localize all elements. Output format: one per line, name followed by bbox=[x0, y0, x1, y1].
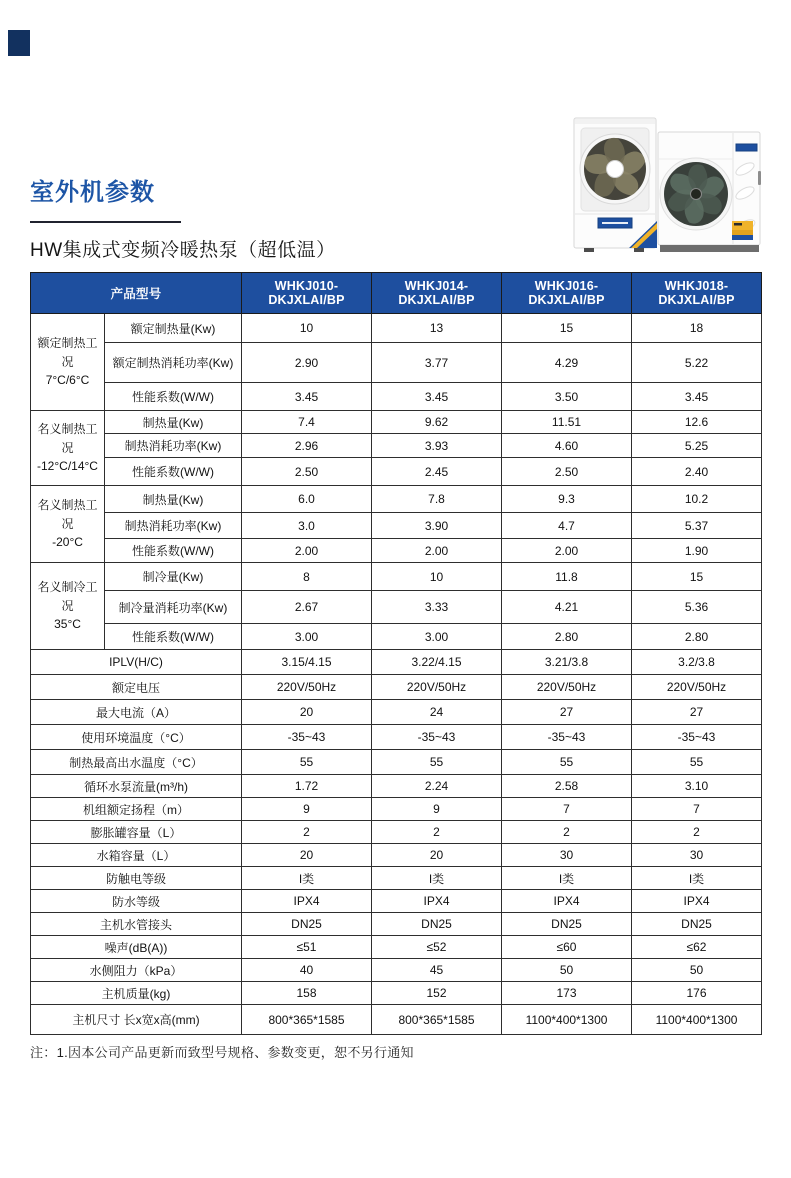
value-cell: 3.93 bbox=[372, 434, 502, 458]
page-header bbox=[30, 172, 336, 262]
value-cell: 1.90 bbox=[632, 539, 762, 563]
value-cell: 2.50 bbox=[502, 458, 632, 486]
value-cell: ≤52 bbox=[372, 936, 502, 959]
value-cell: 1100*400*1300 bbox=[632, 1005, 762, 1035]
value-cell: 20 bbox=[242, 844, 372, 867]
value-cell: 3.0 bbox=[242, 513, 372, 539]
value-cell: 2.00 bbox=[372, 539, 502, 563]
spec-label-cell: 防水等级 bbox=[31, 890, 242, 913]
spec-table-head bbox=[31, 273, 762, 314]
value-cell: 5.36 bbox=[632, 591, 762, 624]
value-cell: -35~43 bbox=[242, 725, 372, 750]
brand-badge-icon bbox=[736, 144, 757, 151]
value-cell: 3.15/4.15 bbox=[242, 650, 372, 675]
handle-icon bbox=[758, 171, 761, 185]
value-cell: 3.50 bbox=[502, 383, 632, 411]
value-cell: 6.0 bbox=[242, 486, 372, 513]
value-cell: 2.50 bbox=[242, 458, 372, 486]
spec-label-cell: 循环水泵流量(m³/h) bbox=[31, 775, 242, 798]
value-cell: 11.51 bbox=[502, 411, 632, 434]
column-header-model: WHKJ014-DKJXLAI/BP bbox=[372, 273, 502, 314]
value-cell: IPX4 bbox=[502, 890, 632, 913]
value-cell: IPX4 bbox=[242, 890, 372, 913]
footnote: 注：1.因本公司产品更新而致型号规格、参数变更，恕不另行通知 bbox=[30, 1045, 414, 1060]
column-header-model: WHKJ016-DKJXLAI/BP bbox=[502, 273, 632, 314]
value-cell: 3.21/3.8 bbox=[502, 650, 632, 675]
value-cell: 3.45 bbox=[372, 383, 502, 411]
value-cell: 5.37 bbox=[632, 513, 762, 539]
spec-label-cell: IPLV(H/C) bbox=[31, 650, 242, 675]
spec-label-cell: 制热最高出水温度（°C） bbox=[31, 750, 242, 775]
value-cell: 3.33 bbox=[372, 591, 502, 624]
unit-base bbox=[660, 245, 759, 252]
spec-label-cell: 主机尺寸 长x宽x高(mm) bbox=[31, 1005, 242, 1035]
value-cell: DN25 bbox=[632, 913, 762, 936]
value-cell: I类 bbox=[632, 867, 762, 890]
value-cell: 4.29 bbox=[502, 343, 632, 383]
page-subtitle: HW集成式变频冷暖热泵（超低温） bbox=[30, 240, 336, 261]
param-label-cell: 制热量(Kw) bbox=[105, 486, 242, 513]
value-cell: 11.8 bbox=[502, 563, 632, 591]
param-label-cell: 性能系数(W/W) bbox=[105, 539, 242, 563]
value-cell: 2.80 bbox=[632, 624, 762, 650]
value-cell: 220V/50Hz bbox=[372, 675, 502, 700]
value-cell: 2.00 bbox=[242, 539, 372, 563]
value-cell: 7.4 bbox=[242, 411, 372, 434]
spec-label-cell: 水箱容量（L） bbox=[31, 844, 242, 867]
value-cell: 800*365*1585 bbox=[372, 1005, 502, 1035]
value-cell: 55 bbox=[242, 750, 372, 775]
spec-label-cell: 膨胀罐容量（L） bbox=[31, 821, 242, 844]
param-label-cell: 制冷量(Kw) bbox=[105, 563, 242, 591]
value-cell: 2 bbox=[632, 821, 762, 844]
value-cell: 15 bbox=[632, 563, 762, 591]
param-label-cell: 性能系数(W/W) bbox=[105, 458, 242, 486]
value-cell: 2.00 bbox=[502, 539, 632, 563]
value-cell: 3.90 bbox=[372, 513, 502, 539]
value-cell: 2.45 bbox=[372, 458, 502, 486]
value-cell: 18 bbox=[632, 314, 762, 343]
spec-table-body bbox=[31, 314, 762, 1035]
value-cell: 2 bbox=[242, 821, 372, 844]
value-cell: 4.60 bbox=[502, 434, 632, 458]
value-cell: I类 bbox=[242, 867, 372, 890]
value-cell: 3.10 bbox=[632, 775, 762, 798]
spec-table-section bbox=[30, 272, 761, 1035]
value-cell: 3.2/3.8 bbox=[632, 650, 762, 675]
param-label-cell: 额定制热消耗功率(Kw) bbox=[105, 343, 242, 383]
value-cell: 27 bbox=[632, 700, 762, 725]
value-cell: IPX4 bbox=[372, 890, 502, 913]
value-cell: 9 bbox=[242, 798, 372, 821]
value-cell: 3.45 bbox=[632, 383, 762, 411]
value-cell: 7.8 bbox=[372, 486, 502, 513]
value-cell: DN25 bbox=[372, 913, 502, 936]
spec-label-cell: 额定电压 bbox=[31, 675, 242, 700]
value-cell: 4.7 bbox=[502, 513, 632, 539]
value-cell: 10.2 bbox=[632, 486, 762, 513]
group-label-cell: 名义制热工况 -20°C bbox=[31, 486, 105, 563]
value-cell: 3.00 bbox=[372, 624, 502, 650]
value-cell: 220V/50Hz bbox=[242, 675, 372, 700]
value-cell: I类 bbox=[372, 867, 502, 890]
value-cell: 9 bbox=[372, 798, 502, 821]
value-cell: 5.25 bbox=[632, 434, 762, 458]
spec-label-cell: 机组额定扬程（m） bbox=[31, 798, 242, 821]
value-cell: ≤51 bbox=[242, 936, 372, 959]
corner-accent-square bbox=[8, 30, 30, 56]
spec-label-cell: 噪声(dB(A)) bbox=[31, 936, 242, 959]
value-cell: 30 bbox=[502, 844, 632, 867]
spec-table bbox=[30, 272, 762, 1035]
value-cell: 20 bbox=[242, 700, 372, 725]
value-cell: IPX4 bbox=[632, 890, 762, 913]
value-cell: 220V/50Hz bbox=[632, 675, 762, 700]
param-label-cell: 性能系数(W/W) bbox=[105, 383, 242, 411]
value-cell: 10 bbox=[242, 314, 372, 343]
value-cell: 30 bbox=[632, 844, 762, 867]
param-label-cell: 额定制热量(Kw) bbox=[105, 314, 242, 343]
value-cell: 8 bbox=[242, 563, 372, 591]
param-label-cell: 制冷量消耗功率(Kw) bbox=[105, 591, 242, 624]
value-cell: 9.62 bbox=[372, 411, 502, 434]
value-cell: 3.45 bbox=[242, 383, 372, 411]
value-cell: 173 bbox=[502, 982, 632, 1005]
value-cell: DN25 bbox=[502, 913, 632, 936]
value-cell: 20 bbox=[372, 844, 502, 867]
value-cell: 220V/50Hz bbox=[502, 675, 632, 700]
value-cell: -35~43 bbox=[502, 725, 632, 750]
value-cell: 7 bbox=[502, 798, 632, 821]
value-cell: 1100*400*1300 bbox=[502, 1005, 632, 1035]
value-cell: 45 bbox=[372, 959, 502, 982]
value-cell: 24 bbox=[372, 700, 502, 725]
group-label-cell: 名义制冷工况 35°C bbox=[31, 563, 105, 650]
value-cell: ≤62 bbox=[632, 936, 762, 959]
value-cell: 7 bbox=[632, 798, 762, 821]
value-cell: 50 bbox=[632, 959, 762, 982]
value-cell: 3.00 bbox=[242, 624, 372, 650]
value-cell: 15 bbox=[502, 314, 632, 343]
value-cell: -35~43 bbox=[632, 725, 762, 750]
value-cell: 3.77 bbox=[372, 343, 502, 383]
param-label-cell: 制热消耗功率(Kw) bbox=[105, 434, 242, 458]
outdoor-unit-horizontal-image bbox=[657, 131, 762, 255]
value-cell: 27 bbox=[502, 700, 632, 725]
value-cell: 55 bbox=[502, 750, 632, 775]
value-cell: 2.58 bbox=[502, 775, 632, 798]
value-cell: 40 bbox=[242, 959, 372, 982]
fan-icon bbox=[660, 158, 732, 230]
value-cell: I类 bbox=[502, 867, 632, 890]
group-label-cell: 名义制热工况 -12°C/14°C bbox=[31, 411, 105, 486]
value-cell: 2.90 bbox=[242, 343, 372, 383]
param-label-cell: 制热消耗功率(Kw) bbox=[105, 513, 242, 539]
spec-label-cell: 主机水管接头 bbox=[31, 913, 242, 936]
value-cell: 9.3 bbox=[502, 486, 632, 513]
value-cell: DN25 bbox=[242, 913, 372, 936]
spec-label-cell: 主机质量(kg) bbox=[31, 982, 242, 1005]
param-label-cell: 性能系数(W/W) bbox=[105, 624, 242, 650]
value-cell: 176 bbox=[632, 982, 762, 1005]
value-cell: 10 bbox=[372, 563, 502, 591]
spec-label-cell: 防触电等级 bbox=[31, 867, 242, 890]
spec-label-cell: 最大电流（A） bbox=[31, 700, 242, 725]
product-images bbox=[560, 110, 770, 260]
spec-label-cell: 使用环境温度（°C） bbox=[31, 725, 242, 750]
value-cell: 2.24 bbox=[372, 775, 502, 798]
title-underline bbox=[30, 221, 181, 223]
outdoor-unit-vertical-image bbox=[573, 117, 657, 253]
value-cell: 50 bbox=[502, 959, 632, 982]
value-cell: 2 bbox=[502, 821, 632, 844]
value-cell: -35~43 bbox=[372, 725, 502, 750]
value-cell: 5.22 bbox=[632, 343, 762, 383]
value-cell: 3.22/4.15 bbox=[372, 650, 502, 675]
value-cell: 55 bbox=[372, 750, 502, 775]
spec-label-cell: 水侧阻力（kPa） bbox=[31, 959, 242, 982]
value-cell: 158 bbox=[242, 982, 372, 1005]
value-cell: 12.6 bbox=[632, 411, 762, 434]
value-cell: 2.67 bbox=[242, 591, 372, 624]
group-label-cell: 额定制热工况 7°C/6°C bbox=[31, 314, 105, 411]
value-cell: 1.72 bbox=[242, 775, 372, 798]
value-cell: 2.80 bbox=[502, 624, 632, 650]
page-title: 室外机参数 bbox=[30, 179, 155, 206]
value-cell: 13 bbox=[372, 314, 502, 343]
value-cell: 800*365*1585 bbox=[242, 1005, 372, 1035]
value-cell: 2.96 bbox=[242, 434, 372, 458]
column-header-model: WHKJ010-DKJXLAI/BP bbox=[242, 273, 372, 314]
column-header-product-model: 产品型号 bbox=[31, 273, 242, 314]
value-cell: 152 bbox=[372, 982, 502, 1005]
value-cell: 55 bbox=[632, 750, 762, 775]
energy-sticker-icon bbox=[732, 221, 753, 240]
column-header-model: WHKJ018-DKJXLAI/BP bbox=[632, 273, 762, 314]
value-cell: 4.21 bbox=[502, 591, 632, 624]
value-cell: 2.40 bbox=[632, 458, 762, 486]
fan-icon bbox=[580, 134, 650, 204]
value-cell: 2 bbox=[372, 821, 502, 844]
param-label-cell: 制热量(Kw) bbox=[105, 411, 242, 434]
value-cell: ≤60 bbox=[502, 936, 632, 959]
